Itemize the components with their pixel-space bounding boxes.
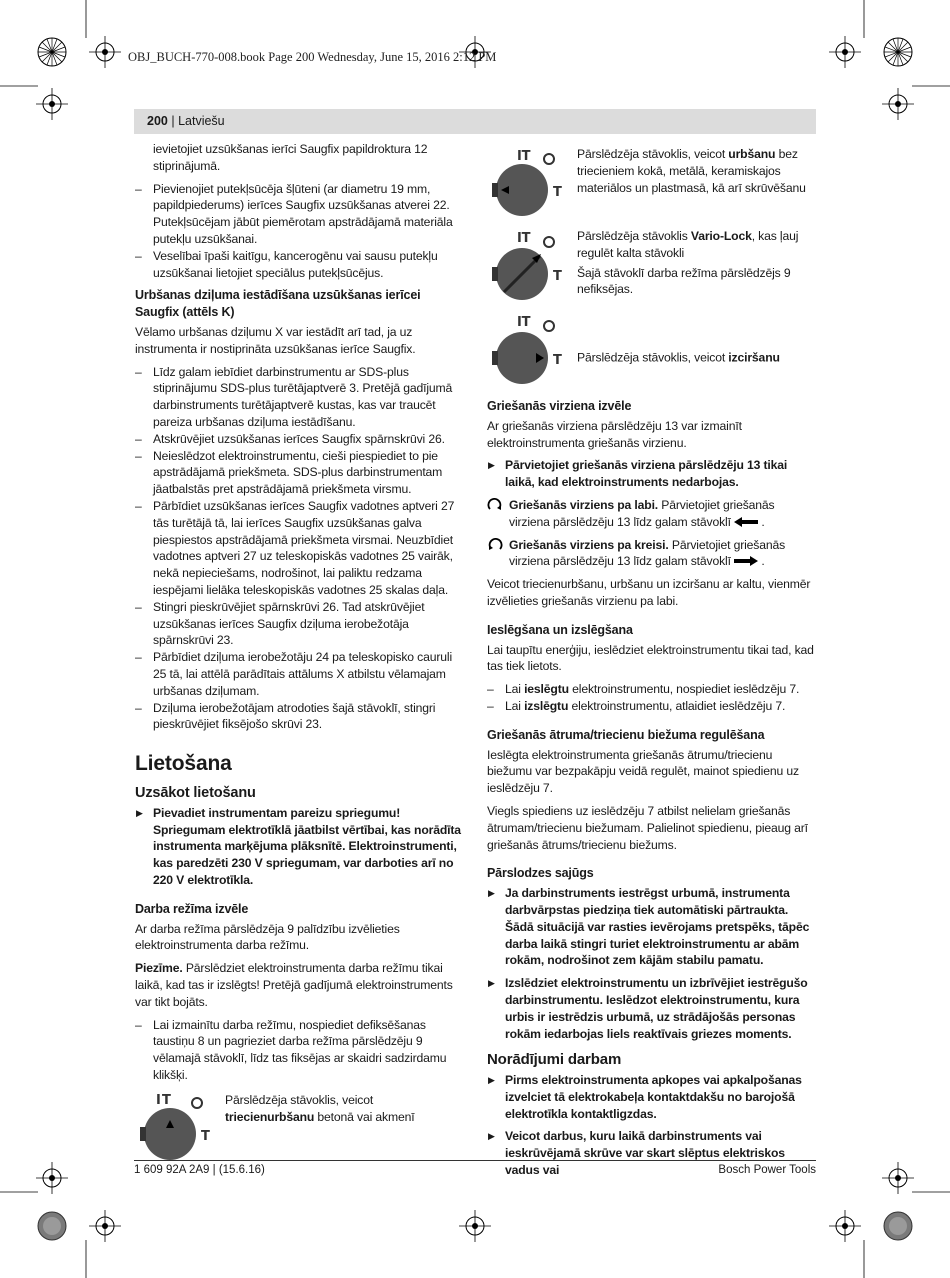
start-warning: ▶ Pievadiet instrumentam pareizu spriegumu! Spriegumam elektrotīklā jāatbilst vērtībai, kas norādīta instrumenta marķējuma plāksnītē. Elektroinstrumenti, kas paredzēti 230 V spriegumam, var darboties arī no 220 V elektrotīkla. [135, 805, 463, 889]
list-item: – Pārbīdiet dziļuma ierobežotāju 24 pa teleskopisko cauruli 25 tā, lai attēlā parādītais attālums X atbilstu vēlamajam urbšanas dziļumam. [135, 649, 463, 699]
list-item: – Dziļuma ierobežotājam atrodoties šajā stāvoklī, stingri pieskrūvējiet fiksējošo skrūvi 23. [135, 700, 463, 734]
text-bold: triecienurbšanu [225, 1109, 315, 1124]
text-bold: ieslēgtu [524, 682, 569, 697]
start-heading: Uzsākot lietošanu [135, 785, 256, 802]
svg-text:IT: IT [517, 149, 531, 164]
footer-rule [134, 1160, 816, 1161]
clutch-heading: Pārslodzes sajūgs [487, 866, 594, 881]
vario-lock-selector-icon [487, 228, 567, 304]
depth-text: Vēlamo urbšanas dziļumu X var iestādīt arī tad, ja uz instrumenta ir nostiprināta uzsūkšanas ierīce Saugfix. [135, 324, 416, 356]
note-paragraph [135, 960, 463, 1010]
rotation-tail: Veicot triecienurbšanu, urbšanu un izciršanu ar kaltu, vienmēr izvēlieties griešanās virzienu pa labi. [487, 577, 811, 608]
text-run: Pārvietojiet griešanās virziena pārslēdzēju 13 līdz galam stāvoklī [509, 497, 775, 529]
svg-text:T: T [553, 269, 562, 284]
text-bold: Griešanās virziens pa kreisi. [509, 537, 669, 552]
intro-list [135, 181, 463, 282]
list-item [487, 681, 817, 698]
svg-text:IT: IT [517, 315, 531, 330]
tips-heading: Norādījumi darbam [487, 1051, 622, 1069]
tips-warning-2: ▶ Veicot darbus, kuru laikā darbinstruments vai ieskrūvējamā skrūve var skart slēptus elektriskos vadus vai [487, 1128, 817, 1178]
text-run: Lai [505, 698, 525, 713]
speed-text-1: Ieslēgta elektroinstrumenta griešanās ātrumu/triecienu biežumu var bezpakāpju veidā regulēt, mainot spiedienu uz ieslēdzēju 7. [487, 747, 799, 796]
clutch-warning-2: ▶ Izslēdziet elektroinstrumentu un izbrīvējiet iestrēgušo darbinstrumentu. Ieslēdzot elektroinstrumentu, kura urbis ir iestrēdzis urbumā, uz strādājošās personas rokām iedarbojas liels reaktīvais griezes moments. [487, 975, 817, 1042]
depth-list [135, 364, 463, 734]
note-text: Pārslēdziet elektroinstrumenta darba režīmu tikai laikā, kad tas ir izslēgts! Pretējā gadījumā elektroinstruments var tikt bojāts. [135, 961, 453, 1009]
rotation-text: Ar griešanās virziena pārslēdzēju 13 var izmainīt elektroinstrumenta griešanās virzienu. [487, 418, 742, 450]
mode-text: Ar darba režīma pārslēdzēja 9 palīdzību izvēlieties elektroinstrumenta darba režīmu. [135, 921, 400, 953]
list-item: – Veselībai īpaši kaitīgu, kancerogēnu vai sausu putekļu uzsūkšanai lietojiet speciālus putekļsūcējus. [135, 248, 463, 282]
speed-heading: Griešanās ātruma/triecienu biežuma regulēšana [487, 727, 765, 742]
switch-hammer-text [225, 1092, 463, 1126]
footer-doc-number: 1 609 92A 2A9 | (15.6.16) [134, 1164, 265, 1176]
switch-chiseling [487, 312, 817, 390]
list-item: – Lai izmainītu darba režīmu, nospiediet defiksēšanas taustiņu 8 un pagrieziet darba režīma pārslēdzēju 9 vēlamajā stāvoklī, līdz tas fiksējas ar skaidri sadzirdamu klikšķi. [135, 1017, 463, 1084]
page-header: 200 | Latviešu [134, 109, 816, 134]
switch-vario-note: Šajā stāvoklī darba režīma pārslēdzējs 9 nefiksējas. [577, 265, 791, 297]
list-item: – Atskrūvējiet uzsūkšanas ierīces Saugfix spārnskrūvi 26. [135, 431, 463, 448]
text-run: Pārslēdzēja stāvoklis, veicot [577, 350, 729, 365]
arrow-left-icon [734, 517, 758, 527]
right-rotation-line: Griešanās virziens pa labi. Pārvietojiet griešanās virziena pārslēdzēju 13 līdz galam stāvoklī . [487, 497, 817, 531]
print-slug: OBJ_BUCH-770-008.book Page 200 Wednesday, June 15, 2016 2:12 PM [128, 50, 497, 64]
svg-text:T: T [553, 185, 562, 200]
list-item: – Pievienojiet putekļsūcēja šļūteni (ar diametru 19 mm, papildpiederums) ierīces Saugfix uzsūkšanas atverei 22. Putekļsūcējam jābūt piemērotam apstrādājamā materiāla putekļu uzsūkšanai. [135, 181, 463, 248]
switch-vario-lock [487, 228, 817, 304]
counterclockwise-rotation-icon [487, 538, 503, 552]
text-run: Pārslēdzēja stāvoklis [577, 229, 691, 243]
text-bold: izslēgtu [524, 698, 569, 713]
switch-chisel-text [577, 350, 817, 367]
text-bold: urbšanu [728, 147, 776, 161]
onoff-text: Lai taupītu enerģiju, ieslēdziet elektroinstrumentu tikai tad, kad tas tiek lietots. [487, 642, 814, 674]
list-item: – Līdz galam iebīdiet darbinstrumentu ar SDS-plus stiprinājumu SDS-plus turētājaptverē 3. Pretējā gadījumā darbinstruments turētājaptverē kustas, kas var traucēt pareiza urbšanas dziļuma iestādīšanu. [135, 364, 463, 431]
note-label: Piezīme. [135, 961, 183, 976]
drill-selector-icon [487, 146, 567, 220]
text-run: Pārslēdzēja stāvoklis, veicot [577, 147, 729, 161]
section-title-usage: Lietošana [135, 752, 232, 776]
list-item: – Neieslēdzot elektroinstrumentu, cieši piespiediet to pie apstrādājamā priekšmeta. SDS-plus darbinstrumentam jāatbalstās pret apstrādājamā priekšmeta virsmu. [135, 448, 463, 498]
intro-continuation: ievietojiet uzsūkšanas ierīci Saugfix papildroktura 12 stiprinājumā. [153, 142, 428, 173]
text-run: elektroinstrumentu, nospiediet ieslēdzēju 7. [568, 682, 800, 697]
svg-text:I: I [156, 1092, 161, 1108]
switch-drilling [487, 146, 817, 220]
text-run: elektroinstrumentu, atlaidiet ieslēdzēju 7. [568, 698, 786, 713]
list-item [487, 698, 817, 715]
svg-text:IT: IT [517, 231, 531, 246]
svg-text:T: T [553, 353, 562, 368]
svg-text:T: T [201, 1128, 210, 1144]
right-column [487, 146, 817, 1185]
switch-hammer-drilling [135, 1092, 463, 1166]
left-column [135, 141, 463, 1174]
rotation-heading: Griešanās virziena izvēle [487, 399, 632, 413]
rotation-warning: ▶ Pārvietojiet griešanās virziena pārslēdzēju 13 tikai laikā, kad elektroinstruments nedarbojas. [487, 457, 817, 491]
tips-warning-1: ▶ Pirms elektroinstrumenta apkopes vai apkalpošanas izvelciet tā elektrokabeļa kontaktdakšu no barojošā elektrotīkla kontaktligzdas. [487, 1072, 817, 1122]
list-item: – Stingri pieskrūvējiet spārnskrūvi 26. Tad atskrūvējiet uzsūkšanas ierīces Saugfix dziļuma ierobežotāja spārnskrūvi 23. [135, 599, 463, 649]
text-run: Pārvietojiet griešanās virziena pārslēdzēju 13 līdz galam stāvoklī [509, 537, 786, 569]
footer-brand: Bosch Power Tools [718, 1164, 816, 1176]
clockwise-rotation-icon [487, 498, 503, 512]
list-item: – Pārbīdiet uzsūkšanas ierīces Saugfix vadotnes aptveri 27 tās turētājā tā, lai ierīces Saugfix uzsūkšanas galva piespiestos apstrādājamā priekšmeta virsmai. Neuzbīdiet vadotnes aptveri 27 uz teleskopiskās vadotnes 25 vairāk, nekā nepieciešams, nodrošinot, lai paliktu redzama iespējami lielāka teleskopiskās vadotnes 25 skalas daļa. [135, 498, 463, 599]
text-run: , kas ļauj regulēt kalta stāvokli [577, 229, 799, 260]
text-bold: Griešanās virziens pa labi. [509, 497, 659, 512]
arrow-right-icon [734, 556, 758, 566]
text-bold: izciršanu [728, 350, 780, 365]
mode-heading: Darba režīma izvēle [135, 901, 249, 916]
svg-text:T: T [162, 1092, 171, 1108]
chisel-selector-icon [487, 312, 567, 390]
clutch-warning-1: ▶ Ja darbinstruments iestrēgst urbumā, instrumenta darbvārpstas piedziņa tiek automātiski pārtraukta. Šādā situācijā var rasties ievērojams pretspēks, tāpēc darba laikā stingri turiet elektroinstrumentu ar abām rokām, nodrošinot zem kājām stabilu pamatu. [487, 885, 817, 969]
hammer-drill-selector-icon [135, 1092, 215, 1166]
text-run: bez triecieniem kokā, metālā, keramiskajos materiālos un plastmasā, kā arī skrūvēšanu [577, 147, 806, 195]
switch-vario-text [577, 228, 817, 298]
mode-list [135, 1017, 463, 1084]
onoff-heading: Ieslēgšana un izslēgšana [487, 622, 633, 637]
onoff-list [487, 681, 817, 715]
text-run: Lai [505, 682, 525, 697]
text-bold: Vario-Lock [690, 229, 752, 243]
left-rotation-line: Griešanās virziens pa kreisi. Pārvietojiet griešanās virziena pārslēdzēju 13 līdz galam stāvoklī . [487, 537, 817, 571]
switch-drill-text [577, 146, 817, 196]
speed-text-2: Viegls spiediens uz ieslēdzēju 7 atbilst nelielam griešanās ātrumam/triecienu biežumam. Palielinot spiedienu, pieaug arī griešanās ātrums/triecienu biežums. [487, 803, 808, 852]
text-run: betonā vai akmenī [314, 1109, 415, 1124]
text-run: Pārslēdzēja stāvoklis, veicot [225, 1092, 374, 1107]
page-number: 200 [147, 114, 168, 128]
page-language: Latviešu [178, 114, 225, 128]
depth-heading: Urbšanas dziļuma iestādīšana uzsūkšanas ierīcei Saugfix (attēls K) [135, 288, 421, 320]
